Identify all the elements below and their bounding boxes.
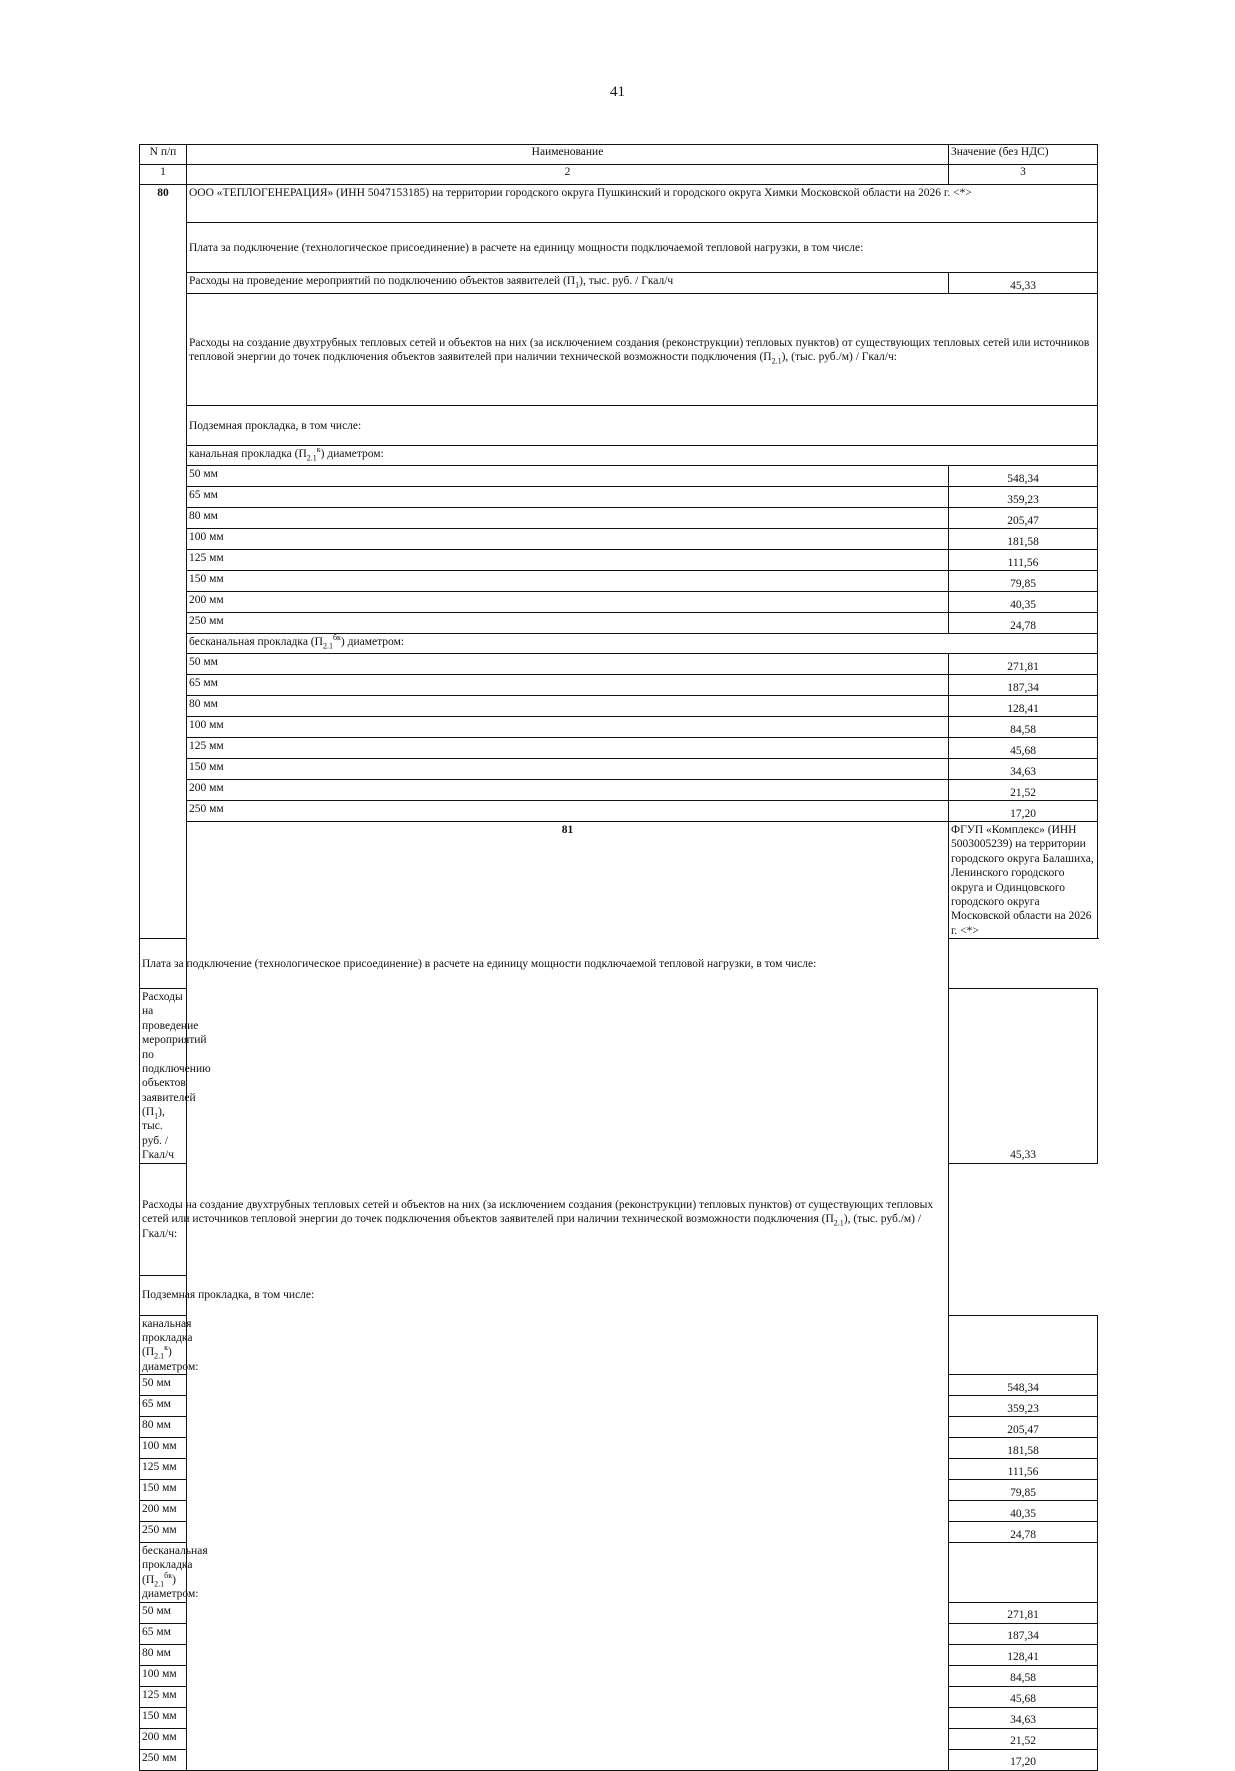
- channel-label-sub: 2.1: [154, 1351, 165, 1361]
- diameter-label: 150 мм: [187, 759, 949, 780]
- diameter-label: 50 мм: [140, 1602, 187, 1623]
- diameter-label: 100 мм: [187, 529, 949, 550]
- p1-label-post: ), тыс. руб. / Гкал/ч: [142, 1106, 174, 1162]
- channel-label-sup: к: [316, 445, 321, 455]
- table-row: [140, 675, 1098, 696]
- channel-header-spacer: [949, 446, 1098, 466]
- channel-header-row: [140, 446, 1098, 466]
- p1-label: [140, 989, 211, 1164]
- diameter-value: 359,23: [949, 1396, 1098, 1417]
- diameter-label: 50 мм: [140, 1375, 187, 1396]
- diameter-value: 128,41: [949, 1644, 1098, 1665]
- p21-text-main: Расходы на создание двухтрубных тепловых сетей и объектов на них (за исключением создания (реконструкции) тепловых пунктов) от существующих тепловых сетей или источников тепловой энергии до точек подключения объектов заявителей при наличии технической возможности подключения (П: [142, 1198, 934, 1226]
- diameter-value: 17,20: [949, 801, 1098, 822]
- header-num: N п/п: [140, 145, 187, 165]
- diameter-value: 181,58: [949, 1438, 1098, 1459]
- table-row: [140, 759, 1098, 780]
- diameter-value: 45,68: [949, 1686, 1098, 1707]
- fee-label-row: [140, 939, 1098, 989]
- header-value: Значение (без НДС): [949, 145, 1098, 165]
- diameter-label: 200 мм: [187, 592, 949, 613]
- diameter-label: 100 мм: [187, 717, 949, 738]
- diameter-label: 80 мм: [187, 508, 949, 529]
- p1-value: 45,33: [949, 273, 1098, 294]
- channelless-header-spacer: [949, 634, 1098, 654]
- p21-text: [187, 294, 1098, 406]
- diameter-label: 150 мм: [140, 1480, 187, 1501]
- diameter-value: 205,47: [949, 508, 1098, 529]
- p1-label-pre: Расходы на проведение мероприятий по подключению объектов заявителей (П: [142, 991, 211, 1118]
- p1-label-sub: 1: [575, 280, 580, 290]
- channel-label-pre: канальная прокладка (П: [142, 1317, 193, 1359]
- p1-value: 45,33: [949, 989, 1098, 1164]
- underground-row: [140, 1275, 1098, 1315]
- channelless-label-post: ) диаметром:: [340, 636, 405, 648]
- column-index-row: [140, 165, 1098, 185]
- diameter-label: 50 мм: [187, 466, 949, 487]
- column-index-2: 2: [187, 165, 949, 185]
- section-number: 81: [187, 822, 949, 1771]
- diameter-value: 40,35: [949, 592, 1098, 613]
- diameter-label: 200 мм: [140, 1728, 187, 1749]
- table-row: [140, 550, 1098, 571]
- diameter-value: 79,85: [949, 571, 1098, 592]
- channelless-header-spacer: [949, 1543, 1098, 1603]
- channelless-header-row: [140, 634, 1098, 654]
- diameter-label: 100 мм: [140, 1438, 187, 1459]
- diameter-label: 50 мм: [187, 654, 949, 675]
- diameter-value: 34,63: [949, 1707, 1098, 1728]
- p21-row: [140, 1163, 1098, 1275]
- channel-label-post: ) диаметром:: [142, 1346, 199, 1373]
- diameter-value: 21,52: [949, 1728, 1098, 1749]
- p1-label-post: ), тыс. руб. / Гкал/ч: [579, 275, 674, 287]
- p1-label-pre: Расходы на проведение мероприятий по подключению объектов заявителей (П: [189, 275, 576, 287]
- channel-label-sup: к: [164, 1343, 169, 1353]
- diameter-label: 125 мм: [140, 1686, 187, 1707]
- diameter-label: 65 мм: [140, 1623, 187, 1644]
- diameter-value: 128,41: [949, 696, 1098, 717]
- diameter-label: 65 мм: [187, 675, 949, 696]
- page-number: 41: [610, 84, 625, 100]
- p21-text-post: ), (тыс. руб./м) / Гкал/ч:: [142, 1213, 922, 1240]
- channel-label-sub: 2.1: [306, 453, 317, 463]
- diameter-value: 21,52: [949, 780, 1098, 801]
- p1-label-sub: 1: [154, 1111, 159, 1121]
- diameter-label: 125 мм: [140, 1459, 187, 1480]
- diameter-label: 250 мм: [187, 801, 949, 822]
- diameter-value: 84,58: [949, 717, 1098, 738]
- diameter-value: 45,68: [949, 738, 1098, 759]
- underground-label: Подземная прокладка, в том числе:: [187, 406, 1098, 446]
- diameter-value: 271,81: [949, 654, 1098, 675]
- channel-label: [140, 1315, 199, 1375]
- diameter-value: 187,34: [949, 1623, 1098, 1644]
- column-index-3: 3: [949, 165, 1098, 185]
- tariff-table: [139, 144, 1098, 1771]
- fee-label-row: [140, 223, 1098, 273]
- p1-row: [140, 273, 1098, 294]
- diameter-value: 24,78: [949, 613, 1098, 634]
- channelless-label-pre: бесканальная прокладка (П: [142, 1545, 208, 1586]
- channelless-label-sub: 2.1: [154, 1579, 165, 1589]
- column-index-1: 1: [140, 165, 187, 185]
- diameter-label: 80 мм: [187, 696, 949, 717]
- table-row: [140, 592, 1098, 613]
- channel-label-post: ) диаметром:: [320, 448, 384, 460]
- p21-text-post: ), (тыс. руб./м) / Гкал/ч:: [781, 351, 897, 363]
- diameter-value: 111,56: [949, 1459, 1098, 1480]
- diameter-label: 250 мм: [140, 1749, 187, 1770]
- section-title-row: [140, 185, 1098, 223]
- channelless-label-sup: бк: [332, 633, 341, 643]
- diameter-value: 111,56: [949, 550, 1098, 571]
- table-row: [140, 696, 1098, 717]
- channelless-label: [140, 1543, 208, 1603]
- underground-label: Подземная прокладка, в том числе:: [140, 1275, 949, 1315]
- diameter-label: 150 мм: [187, 571, 949, 592]
- section-title-row: [140, 822, 1098, 939]
- diameter-value: 40,35: [949, 1501, 1098, 1522]
- channelless-label-post: ) диаметром:: [142, 1573, 199, 1601]
- p21-text-sub: 2.1: [833, 1218, 844, 1228]
- diameter-value: 17,20: [949, 1749, 1098, 1770]
- diameter-value: 79,85: [949, 1480, 1098, 1501]
- diameter-label: 65 мм: [140, 1396, 187, 1417]
- diameter-value: 84,58: [949, 1665, 1098, 1686]
- channelless-label-sub: 2.1: [322, 641, 333, 651]
- diameter-label: 125 мм: [187, 738, 949, 759]
- channelless-label-pre: бесканальная прокладка (П: [189, 636, 323, 648]
- section-number: 80: [140, 185, 187, 939]
- diameter-value: 181,58: [949, 529, 1098, 550]
- table-row: [140, 801, 1098, 822]
- p1-label: [187, 273, 949, 294]
- header-row: [140, 145, 1098, 165]
- diameter-label: 65 мм: [187, 487, 949, 508]
- table-row: [140, 571, 1098, 592]
- diameter-value: 187,34: [949, 675, 1098, 696]
- diameter-label: 80 мм: [140, 1644, 187, 1665]
- diameter-value: 548,34: [949, 1375, 1098, 1396]
- channel-label-pre: канальная прокладка (П: [189, 448, 307, 460]
- p21-text-main: Расходы на создание двухтрубных тепловых сетей и объектов на них (за исключением создания (реконструкции) тепловых пунктов) от существующих тепловых сетей или источников тепловой энергии до точек подключения объектов заявителей при наличии технической возможности подключения (П: [189, 336, 1090, 363]
- diameter-value: 271,81: [949, 1602, 1098, 1623]
- diameter-label: 80 мм: [140, 1417, 187, 1438]
- channel-label: [187, 446, 949, 466]
- header-name: Наименование: [187, 145, 949, 165]
- fee-label: Плата за подключение (технологическое присоединение) в расчете на единицу мощности подключаемой тепловой нагрузки, в том числе:: [187, 223, 1098, 273]
- diameter-value: 205,47: [949, 1417, 1098, 1438]
- section-title: ФГУП «Комплекс» (ИНН 5003005239) на территории городского округа Балашиха, Ленинского городского округа и Одинцовского городского округа Московской области на 2026 г. <*>: [949, 822, 1098, 939]
- diameter-label: 100 мм: [140, 1665, 187, 1686]
- diameter-label: 200 мм: [187, 780, 949, 801]
- channelless-label-sup: бк: [164, 1570, 173, 1580]
- table-row: [140, 654, 1098, 675]
- diameter-value: 359,23: [949, 487, 1098, 508]
- table-row: [140, 738, 1098, 759]
- diameter-label: 200 мм: [140, 1501, 187, 1522]
- table-row: [140, 780, 1098, 801]
- table-row: [140, 508, 1098, 529]
- underground-row: [140, 406, 1098, 446]
- diameter-label: 150 мм: [140, 1707, 187, 1728]
- diameter-label: 250 мм: [140, 1522, 187, 1543]
- table-row: [140, 613, 1098, 634]
- table-row: [140, 717, 1098, 738]
- table-row: [140, 487, 1098, 508]
- table-row: [140, 529, 1098, 550]
- table-row: [140, 466, 1098, 487]
- p21-row: [140, 294, 1098, 406]
- diameter-label: 250 мм: [187, 613, 949, 634]
- diameter-value: 24,78: [949, 1522, 1098, 1543]
- channelless-label: [187, 634, 949, 654]
- channel-header-spacer: [949, 1315, 1098, 1375]
- p21-text-sub: 2.1: [771, 356, 782, 366]
- section-title: ООО «ТЕПЛОГЕНЕРАЦИЯ» (ИНН 5047153185) на территории городского округа Пушкинский и городского округа Химки Московской области на 2026 г. <*>: [187, 185, 1098, 223]
- diameter-value: 34,63: [949, 759, 1098, 780]
- diameter-label: 125 мм: [187, 550, 949, 571]
- diameter-value: 548,34: [949, 466, 1098, 487]
- table-body: [140, 145, 1098, 1771]
- fee-label: Плата за подключение (технологическое присоединение) в расчете на единицу мощности подключаемой тепловой нагрузки, в том числе:: [140, 939, 949, 989]
- p21-text: [140, 1163, 949, 1275]
